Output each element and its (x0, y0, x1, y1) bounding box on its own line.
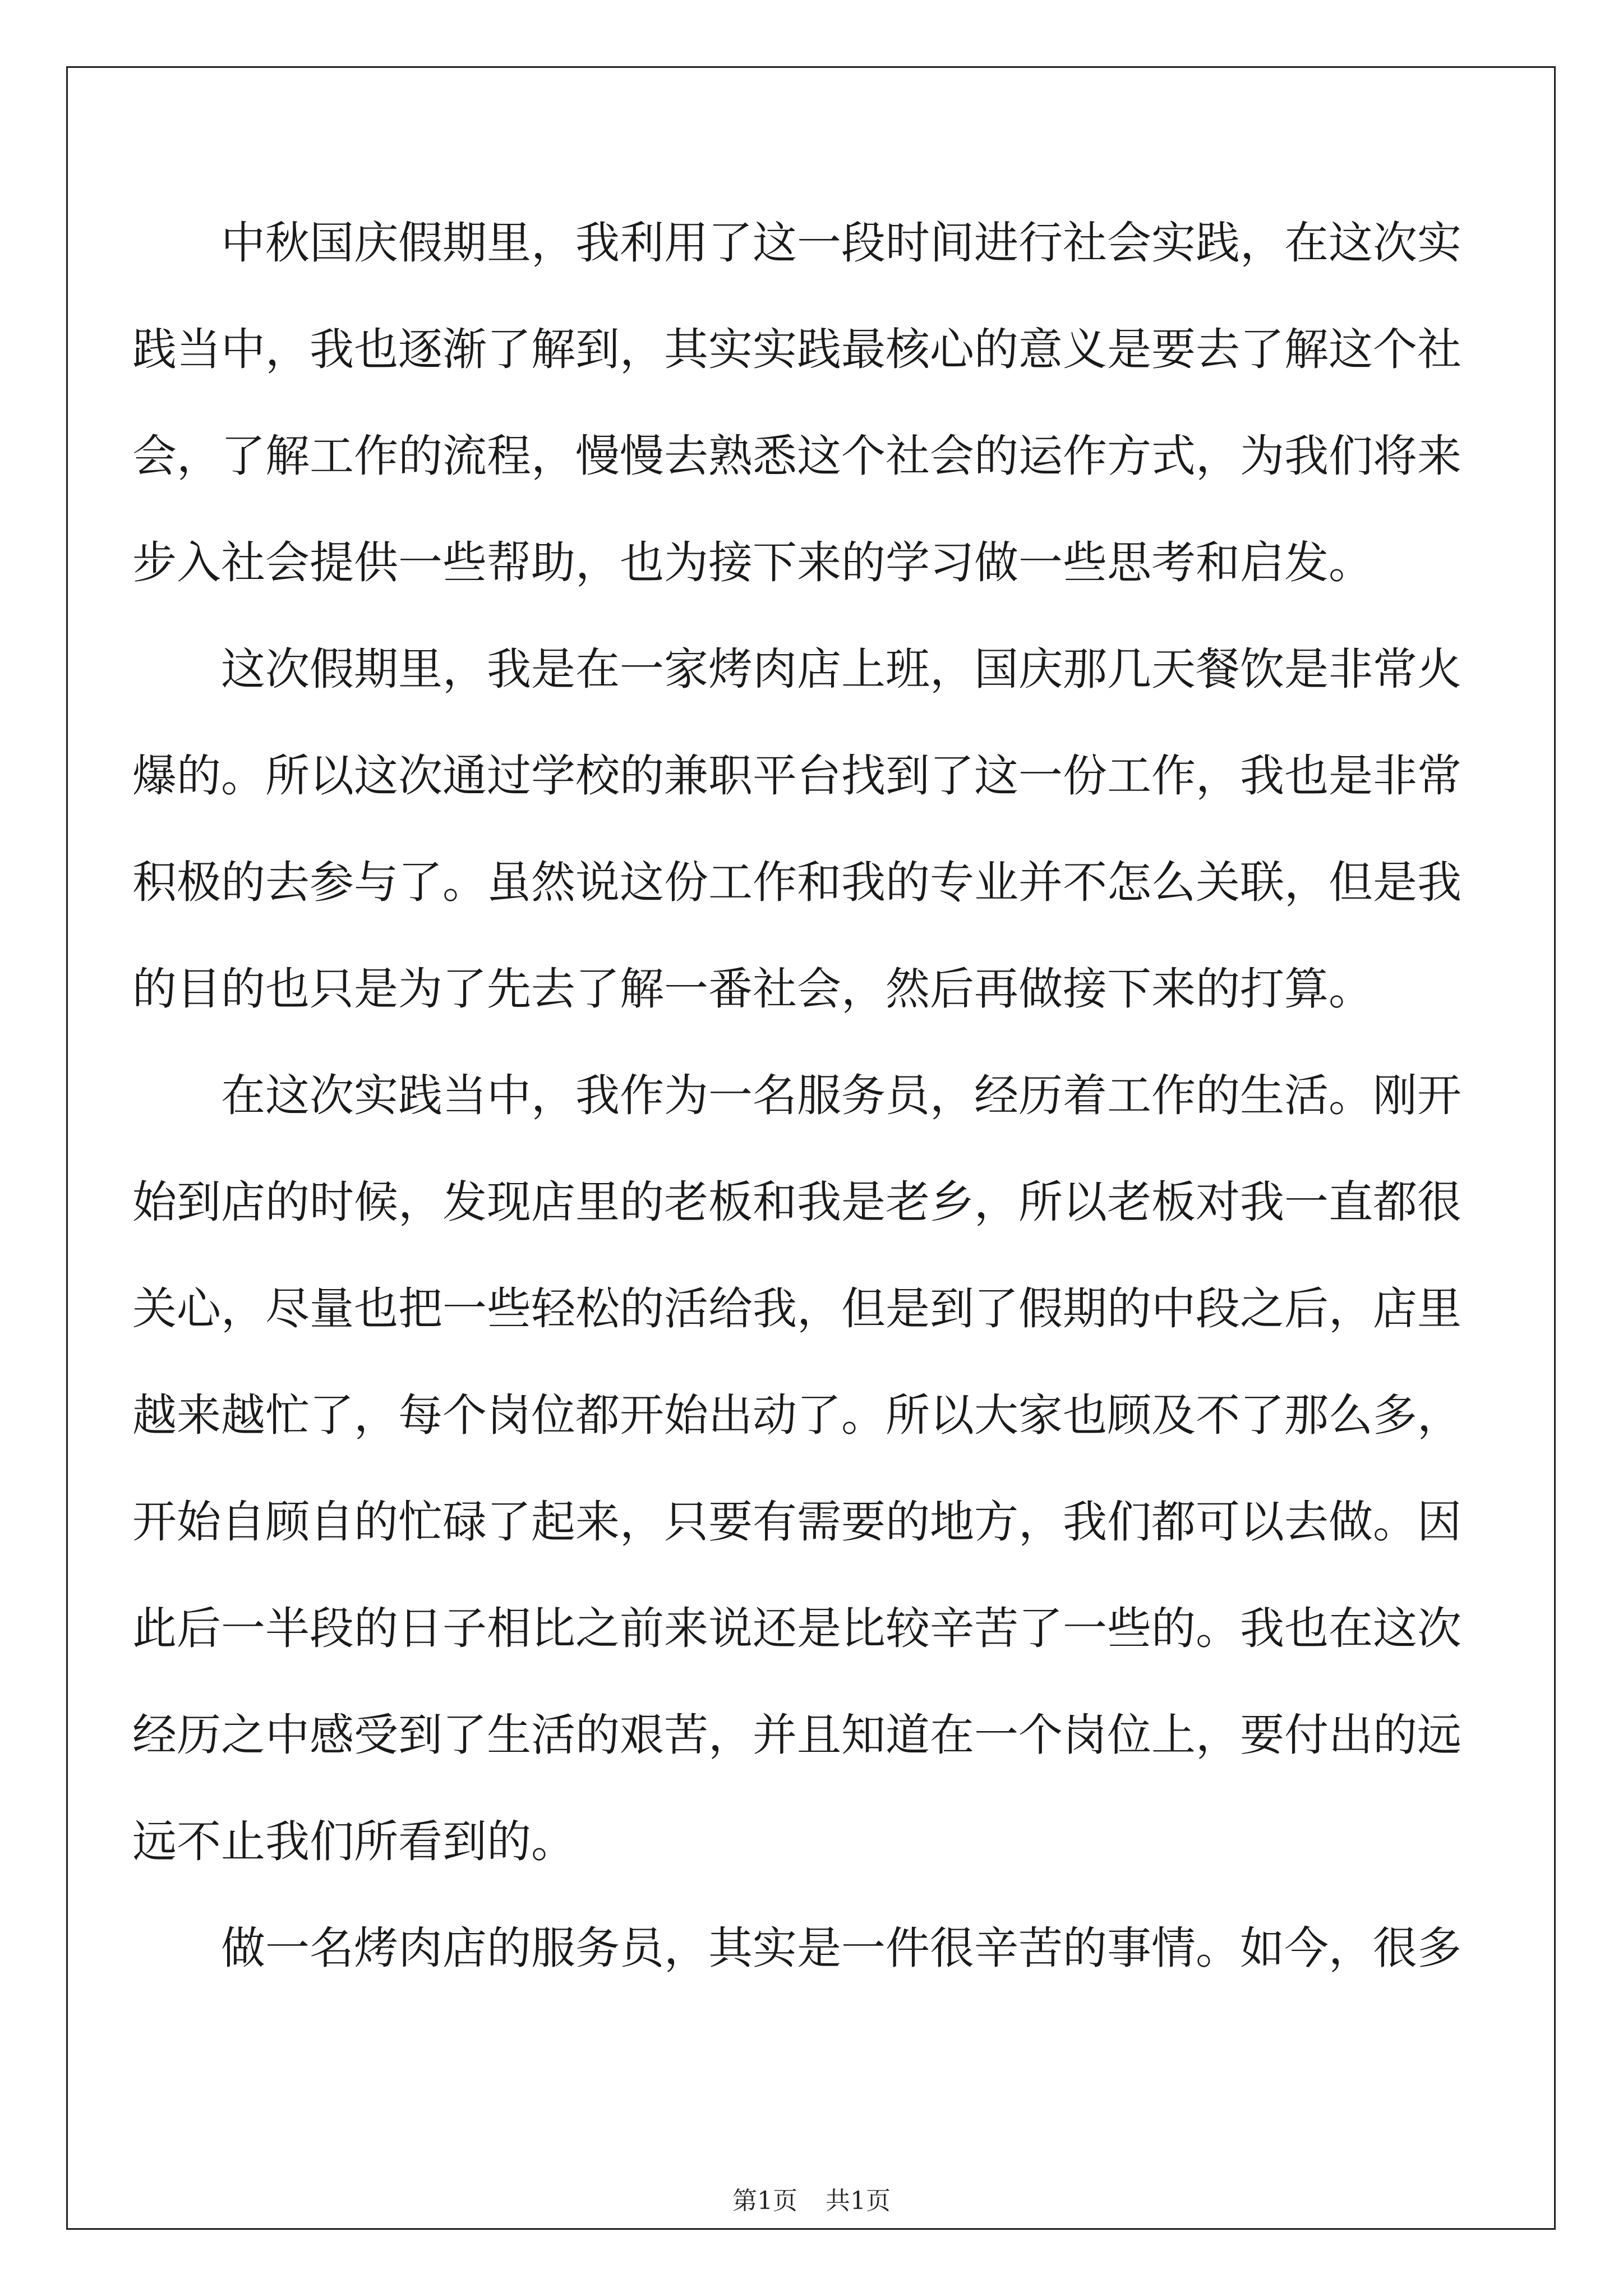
text-line: 这次假期里，我是在一家烤肉店上班，国庆那几天餐饮是非常火 (132, 643, 1461, 695)
page-number-total: 共1页 (826, 2187, 891, 2215)
text-line: 关心，尽量也把一些轻松的活给我，但是到了假期的中段之后，店里 (132, 1283, 1461, 1335)
text-line: 积极的去参与了。虽然说这份工作和我的专业并不怎么关联，但是我 (132, 857, 1461, 908)
text-line: 越来越忙了，每个岗位都开始出动了。所以大家也顾及不了那么多， (132, 1389, 1461, 1441)
text-line: 此后一半段的日子相比之前来说还是比较辛苦了一些的。我也在这次 (132, 1603, 1461, 1654)
page-footer (0, 2184, 1623, 2218)
page-number-current: 第1页 (732, 2187, 797, 2215)
text-line: 开始自顾自的忙碌了起来，只要有需要的地方，我们都可以去做。因 (132, 1496, 1461, 1548)
text-line: 做一名烤肉店的服务员，其实是一件很辛苦的事情。如今，很多 (132, 1922, 1461, 1974)
text-line: 爆的。所以这次通过学校的兼职平台找到了这一份工作，我也是非常 (132, 750, 1461, 802)
text-line: 在这次实践当中，我作为一名服务员，经历着工作的生活。刚开 (132, 1070, 1461, 1121)
text-line: 践当中，我也逐渐了解到，其实实践最核心的意义是要去了解这个社 (132, 324, 1461, 375)
text-line: 经历之中感受到了生活的艰苦，并且知道在一个岗位上，要付出的远 (132, 1709, 1461, 1761)
text-line: 步入社会提供一些帮助，也为接下来的学习做一些思考和启发。 (132, 537, 1373, 588)
text-line: 中秋国庆假期里，我利用了这一段时间进行社会实践，在这次实 (132, 217, 1461, 269)
text-line: 始到店的时候，发现店里的老板和我是老乡，所以老板对我一直都很 (132, 1176, 1461, 1228)
text-line: 的目的也只是为了先去了解一番社会，然后再做接下来的打算。 (132, 963, 1373, 1015)
text-line: 远不止我们所看到的。 (132, 1816, 575, 1867)
text-line: 会，了解工作的流程，慢慢去熟悉这个社会的运作方式，为我们将来 (132, 430, 1461, 482)
document-body (132, 212, 1484, 2010)
